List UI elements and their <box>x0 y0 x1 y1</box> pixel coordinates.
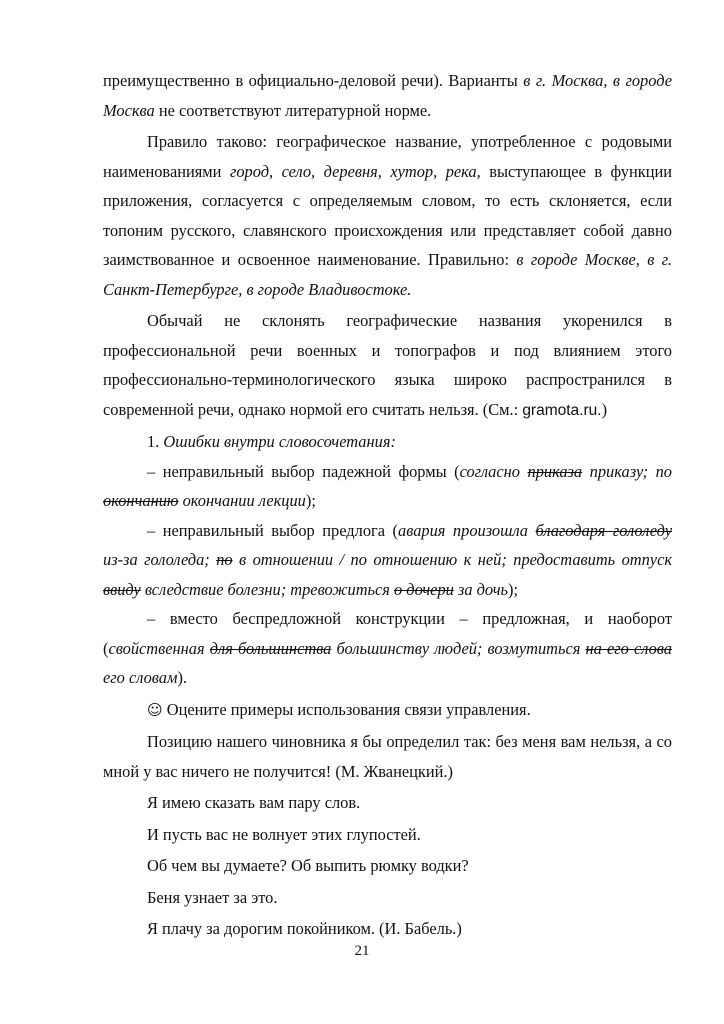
struck-example: окончанию <box>103 491 179 510</box>
site-reference: gramota.ru. <box>522 401 602 419</box>
italic-example: в городе Москве, в г. Санкт-Петербурге, в городе Владивостоке. <box>103 250 673 299</box>
struck-example: по <box>216 550 233 569</box>
text: преимущественно в официально-деловой речи). Варианты <box>103 71 524 90</box>
italic-example: вследствие болезни; тревожиться <box>140 579 394 599</box>
exercise-prompt <box>103 695 672 726</box>
italic-example: большинству людей; возмутиться <box>331 638 586 658</box>
text: – неправильный выбор предлога ( <box>147 520 398 540</box>
page-number: 21 <box>354 943 370 959</box>
text: Обычай не склонять географические названия укоренился в профессиональной речи военных и топографов и под влиянием этого профессионально-терминологического языка широко распространился в современной речи, однако нормой его считать нельзя. (См.: <box>103 311 672 419</box>
italic-example: за дочь <box>453 579 508 599</box>
struck-example: ввиду <box>103 579 141 599</box>
text: не соответствуют литературной норме. <box>154 100 432 120</box>
error-preposition <box>103 516 672 605</box>
error-case-form <box>103 457 672 516</box>
smiley-icon: ☺ <box>147 700 163 719</box>
italic-example: в отношении / по отношению к ней; предоставить отпуск <box>232 550 673 569</box>
text: ); <box>305 491 316 510</box>
italic-example: в г. Москва, в городе Москва <box>103 71 672 120</box>
struck-example: для большинства <box>209 638 332 658</box>
struck-example: благодаря гололеду <box>535 520 672 540</box>
text: ). <box>177 668 188 687</box>
text: Правило таково: географическое название, употребленное с родовыми наименованиями <box>103 132 672 181</box>
text: ); <box>507 579 518 599</box>
error-construction <box>103 604 672 693</box>
italic-example: из-за гололеда; <box>103 550 217 569</box>
italic-example: город, село, деревня, хутор, река <box>229 161 477 181</box>
paragraph-rule <box>103 127 672 304</box>
struck-example: о дочери <box>394 579 454 599</box>
struck-example: приказа <box>527 461 583 481</box>
example-line: Об чем вы думаете? Об выпить рюмку водки? <box>147 856 469 875</box>
struck-example: на его слова <box>585 638 672 658</box>
section-heading <box>103 427 672 457</box>
text: ) <box>601 399 608 419</box>
text: Оцените примеры использования связи управления. <box>162 699 531 719</box>
italic-example: его словам <box>103 668 178 687</box>
text: , выступающее в функции приложения, согласуется с определяемым словом, то есть склоняется, если топоним русского, славянского происхождения или представляет собой давно заимствованное и освоенное наименование. Правильно: <box>103 161 673 269</box>
italic-example: окончании лекции <box>178 491 306 510</box>
italic-example: свойственная <box>108 638 210 658</box>
paragraph-custom <box>103 306 672 425</box>
italic-example: согласно <box>459 461 528 481</box>
italic-example: авария произошла <box>398 520 536 540</box>
section-number: 1. <box>147 432 164 451</box>
example-line: И пусть вас не волнует этих глупостей. <box>147 824 421 844</box>
example-quote: Позицию нашего чиновника я бы определил так: без меня вам нельзя, а со мной у вас ничего не получится! (М. Жванецкий.) <box>103 732 672 781</box>
page-body <box>103 66 672 944</box>
example-line: Я имею сказать вам пару слов. <box>147 793 361 812</box>
example-line: Беня узнает за это. <box>147 887 278 907</box>
section-title: Ошибки внутри словосочетания: <box>163 432 396 451</box>
text: – неправильный выбор падежной формы ( <box>147 461 460 481</box>
italic-example: приказу; по <box>582 461 672 481</box>
example-line: Я плачу за дорогим покойником. (И. Бабель.) <box>147 919 462 938</box>
paragraph-variants <box>103 66 672 125</box>
text: – вместо беспредложной конструкции – предложная, и наоборот ( <box>103 609 672 658</box>
